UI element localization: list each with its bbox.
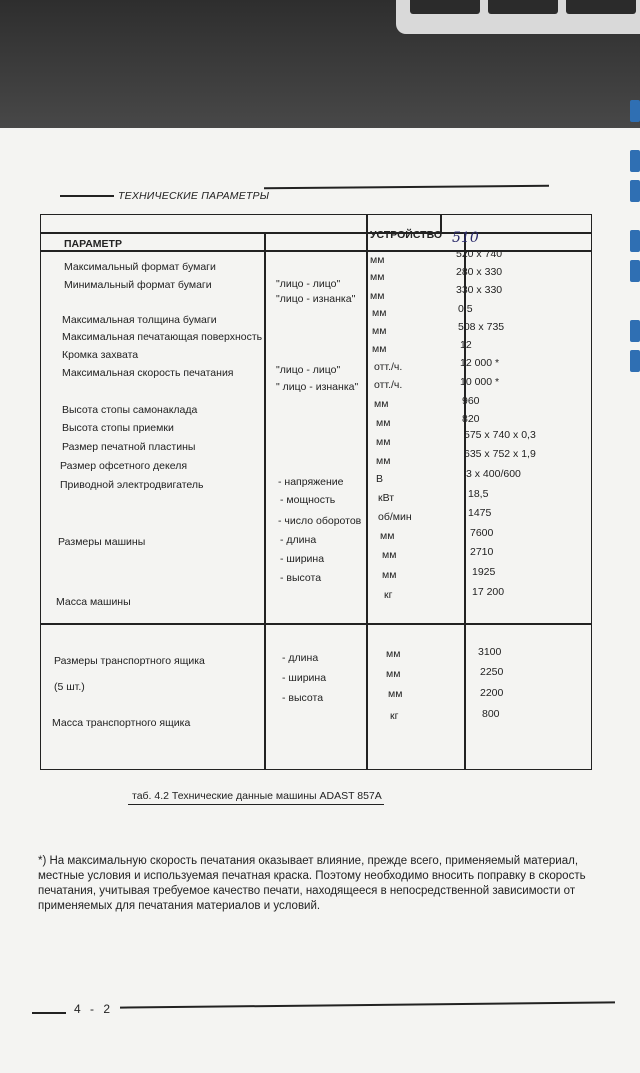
column-header-device: УСТРОЙСТВО (370, 229, 443, 241)
unit: мм (388, 688, 403, 700)
sub-param: "лицо - лицо" (276, 364, 341, 376)
keyboard-key (410, 0, 480, 14)
unit: мм (386, 668, 401, 680)
param-label: Кромка захвата (62, 349, 139, 361)
sub-param: - высота (282, 692, 324, 704)
unit: мм (376, 417, 391, 429)
binder-tab (630, 260, 640, 282)
unit: кг (384, 589, 393, 601)
unit: мм (386, 648, 401, 660)
sub-param: " лицо - изнанка" (276, 381, 359, 393)
value: 3100 (478, 646, 502, 658)
value: 1475 (468, 507, 492, 519)
binder-tab (630, 150, 640, 172)
param-label: Максимальная толщина бумаги (62, 314, 217, 326)
sub-param: - ширина (280, 553, 325, 565)
value: 12 (460, 339, 472, 351)
binder-tab (630, 320, 640, 342)
param-label: Размеры транспортного ящика (54, 655, 205, 667)
table-divider (264, 232, 266, 770)
page-number: 4 - 2 (74, 1002, 114, 1016)
value: 17 200 (472, 586, 505, 598)
param-label: Минимальный формат бумаги (64, 279, 212, 291)
unit: отт./ч. (374, 379, 403, 391)
value: 635 x 752 x 1,9 (464, 448, 536, 460)
value: 800 (482, 708, 500, 720)
sub-param: - число оборотов (278, 515, 362, 527)
value: 330 x 330 (456, 284, 503, 296)
header-rule-left (60, 195, 114, 197)
value: 1925 (472, 566, 496, 578)
value: 7600 (470, 527, 494, 539)
footnote: *) На максимальную скорость печатания оказывает влияние, прежде всего, применяемый материал, местные условия и используемая печатная краска. Поэтому необходимо вносить поправку в скорость печатания, учитывая требуемое качество печати, находящееся в непосредственной зависимости от применяемых для печатания материалов и условий. (38, 855, 586, 912)
param-label: Максимальная печатающая поверхность (62, 331, 263, 343)
value: 280 x 330 (456, 266, 503, 278)
table-divider (40, 250, 592, 252)
binder-tab (630, 100, 640, 122)
unit: мм (372, 343, 387, 355)
unit: мм (376, 436, 391, 448)
value: 575 x 740 x 0,3 (464, 429, 536, 441)
unit: отт./ч. (374, 361, 403, 373)
sub-param: - мощность (280, 494, 336, 506)
param-label: Размеры машины (58, 536, 146, 548)
unit: мм (372, 325, 387, 337)
unit: мм (376, 455, 391, 467)
param-label: Максимальная скорость печатания (62, 367, 234, 379)
sub-param: "лицо - лицо" (276, 278, 341, 290)
footer-rule-left (32, 1012, 66, 1014)
caption-underline (128, 804, 384, 805)
keyboard (396, 0, 640, 34)
unit: мм (370, 271, 385, 283)
unit: мм (382, 549, 397, 561)
unit: кг (390, 710, 399, 722)
column-header-param: ПАРАМЕТР (64, 238, 122, 250)
value: 2250 (480, 666, 504, 678)
value: 520 x 740 (456, 248, 503, 260)
param-label: Размер печатной пластины (62, 441, 196, 453)
binder-tab (630, 180, 640, 202)
table-divider (366, 214, 368, 770)
unit: мм (380, 530, 395, 542)
value: 2200 (480, 687, 504, 699)
param-label: Масса транспортного ящика (52, 717, 191, 729)
keyboard-key (488, 0, 558, 14)
param-label: Размер офсетного декеля (60, 460, 188, 472)
value: 12 000 * (460, 357, 500, 369)
param-label: Приводной электродвигатель (60, 479, 204, 491)
value: 960 (462, 395, 480, 407)
unit: мм (370, 254, 385, 266)
unit: мм (372, 307, 387, 319)
unit: об/мин (378, 511, 412, 523)
table-divider (40, 232, 592, 234)
table-divider (40, 623, 592, 625)
sub-param: - ширина (282, 672, 327, 684)
param-label: Высота стопы приемки (62, 422, 174, 434)
value: 18,5 (468, 488, 489, 500)
binder-tab (630, 230, 640, 252)
param-label: Максимальный формат бумаги (64, 261, 216, 273)
unit: мм (382, 569, 397, 581)
param-label: Масса машины (56, 596, 131, 608)
unit: В (376, 473, 384, 485)
value: 10 000 * (460, 376, 500, 388)
sub-param: "лицо - изнанка" (276, 293, 356, 305)
value: 0,5 (458, 303, 473, 315)
unit: кВт (378, 492, 395, 504)
sub-param: - высота (280, 572, 322, 584)
value: 3 x 400/600 (466, 468, 521, 480)
value: 820 (462, 413, 480, 425)
sub-param: - длина (280, 534, 317, 546)
page-header-title: ТЕХНИЧЕСКИЕ ПАРАМЕТРЫ (118, 190, 270, 202)
unit: мм (370, 290, 385, 302)
sub-param: - напряжение (278, 476, 344, 488)
handwritten-note: 510 (452, 230, 479, 246)
binder-tab (630, 350, 640, 372)
unit: мм (374, 398, 389, 410)
table-caption: таб. 4.2 Технические данные машины ADAST 857A (132, 790, 382, 802)
value: 508 x 735 (458, 321, 505, 333)
value: 2710 (470, 546, 494, 558)
param-label: (5 шт.) (54, 681, 85, 693)
sub-param: - длина (282, 652, 319, 664)
keyboard-key (566, 0, 636, 14)
param-label: Высота стопы самонаклада (62, 404, 198, 416)
